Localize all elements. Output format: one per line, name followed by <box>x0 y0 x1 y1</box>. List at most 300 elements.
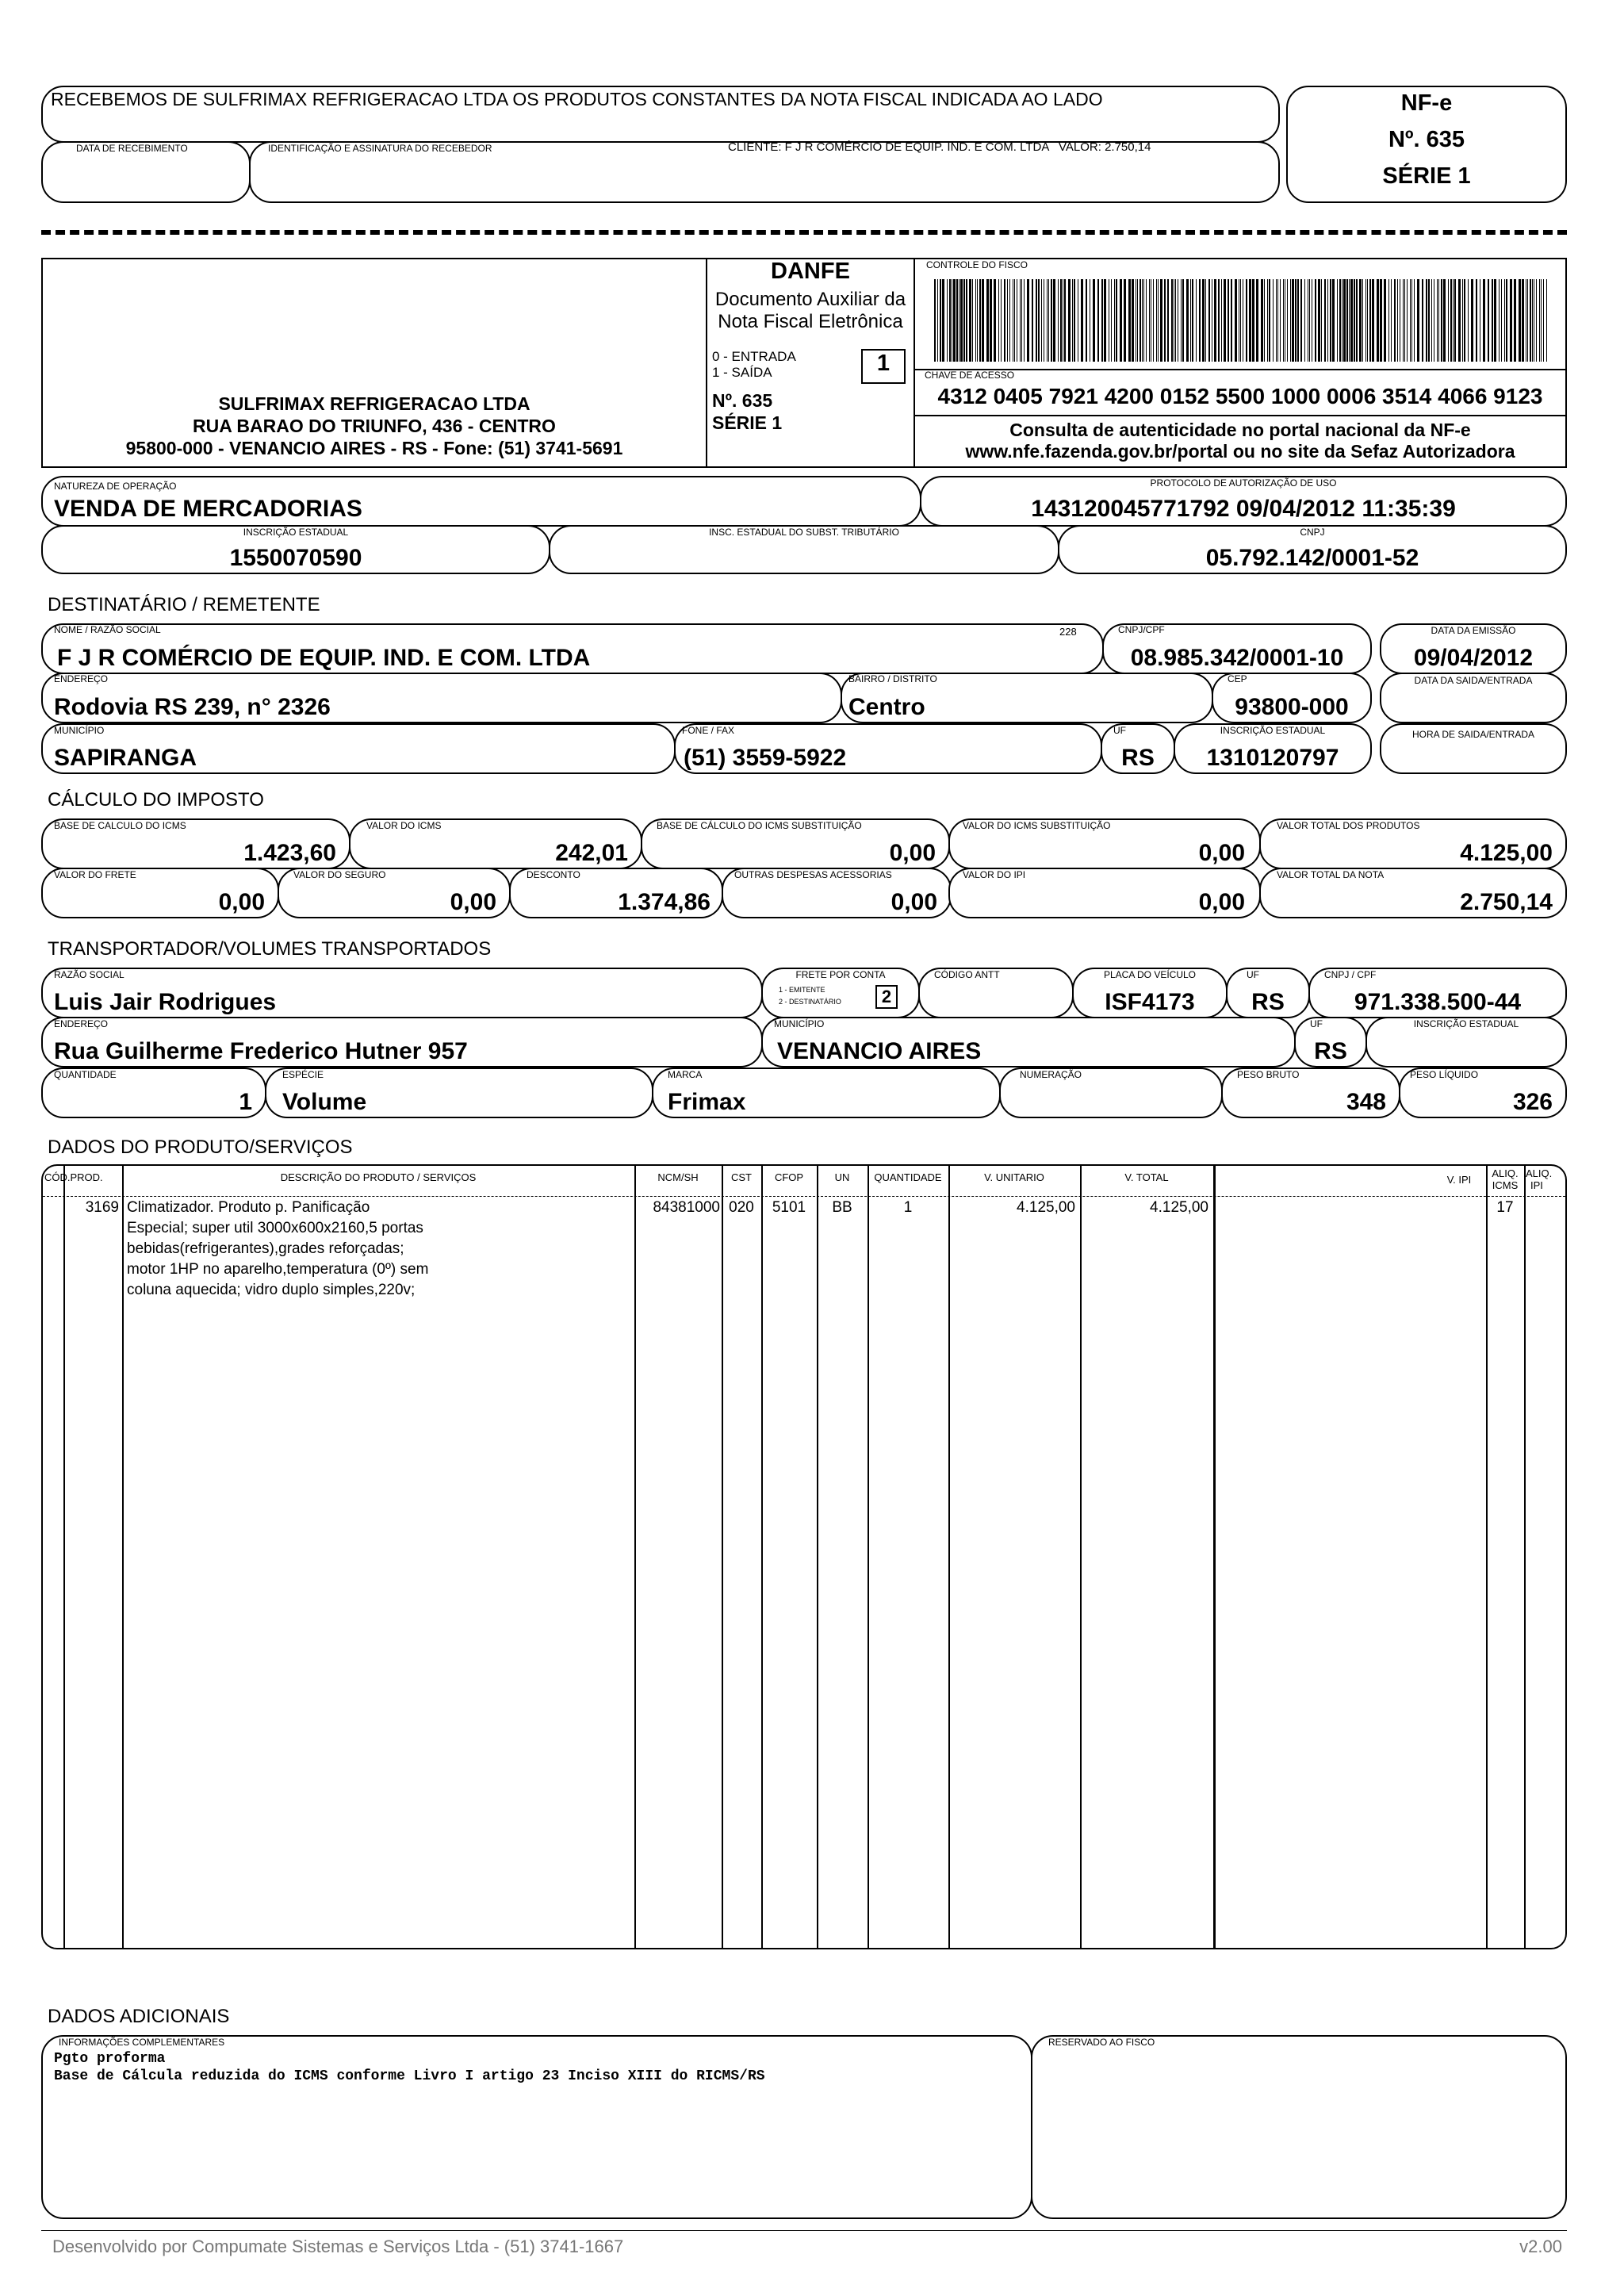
barcode-bar <box>956 279 958 362</box>
barcode-bar <box>1160 279 1162 362</box>
barcode-bar <box>953 279 956 362</box>
dest-cep-label: CEP <box>1228 673 1247 684</box>
natureza-label: NATUREZA DE OPERAÇÃO <box>54 481 177 492</box>
transporte-section-title: TRANSPORTADOR/VOLUMES TRANSPORTADOS <box>48 938 492 960</box>
barcode-bar <box>1494 279 1496 362</box>
barcode-bar <box>1007 279 1008 362</box>
transp-placa-label: PLACA DO VEÍCULO <box>1103 969 1197 980</box>
nfe-numero: Nº. 635 <box>1388 127 1465 152</box>
barcode-bar <box>1153 279 1154 362</box>
barcode-bar <box>1205 279 1206 362</box>
base-icms: 1.423,60 <box>243 840 336 866</box>
seguro: 0,00 <box>450 889 496 915</box>
barcode-bar <box>942 279 944 362</box>
transp-uf2-label: UF <box>1310 1018 1323 1029</box>
item-cod: 3169 <box>85 1199 119 1216</box>
barcode-bar <box>1417 279 1419 362</box>
dest-uf-label: UF <box>1113 725 1126 736</box>
barcode-bar <box>1504 279 1505 362</box>
barcode-bar <box>1101 279 1103 362</box>
barcode-bar <box>1146 279 1147 362</box>
barcode-bar <box>1199 279 1201 362</box>
barcode-bar <box>972 279 973 362</box>
barcode-bar <box>1407 279 1408 362</box>
dest-hora-label: HORA DE SAIDA/ENTRADA <box>1411 729 1535 740</box>
barcode-bar <box>1235 279 1237 362</box>
col-header-cod: CÓD.PROD. <box>44 1171 103 1183</box>
barcode-bar <box>1190 279 1191 362</box>
outras-label: OUTRAS DESPESAS ACESSORIAS <box>734 869 892 880</box>
barcode-bar <box>1428 279 1430 362</box>
barcode-bar <box>1411 279 1412 362</box>
barcode-bar <box>1181 279 1182 362</box>
consulta-linha2: www.nfe.fazenda.gov.br/portal ou no site da Sefaz Autorizadora <box>965 441 1515 462</box>
barcode-bar <box>990 279 992 362</box>
transp-frete-valor: 2 <box>881 987 892 1006</box>
seguro-label: VALOR DO SEGURO <box>293 869 386 880</box>
barcode-bar <box>1372 279 1374 362</box>
item-cfop: 5101 <box>772 1199 806 1216</box>
col-header-un: UN <box>834 1171 850 1183</box>
barcode-bar <box>1356 279 1358 362</box>
barcode-bar <box>1047 279 1048 362</box>
transp-cnpj: 971.338.500-44 <box>1354 989 1522 1015</box>
barcode-bar <box>1324 279 1326 362</box>
canhoto-recebemos: RECEBEMOS DE SULFRIMAX REFRIGERACAO LTDA OS PRODUTOS CONSTANTES DA NOTA FISCAL INDICADA AO LADO <box>51 89 1103 109</box>
dest-bairro: Centro <box>848 694 925 720</box>
barcode-bar <box>1104 279 1106 362</box>
barcode-bar <box>966 279 967 362</box>
barcode-bar <box>1365 279 1366 362</box>
transp-frete-op1: 1 - EMITENTE <box>779 986 825 994</box>
item-desc-line: Especial; super util 3000x600x2160,5 portas <box>127 1220 423 1236</box>
barcode-bar <box>1149 279 1150 362</box>
barcode-bar <box>1053 279 1055 362</box>
barcode-bar <box>960 279 963 362</box>
dest-cnpj-label: CNPJ/CPF <box>1118 624 1165 635</box>
transp-frete-op2: 2 - DESTINATÁRIO <box>779 998 841 1006</box>
barcode-bar <box>1327 279 1328 362</box>
natureza-valor: VENDA DE MERCADORIAS <box>54 496 362 522</box>
col-header-cfop: CFOP <box>774 1171 804 1183</box>
imposto-section-title: CÁLCULO DO IMPOSTO <box>48 789 264 811</box>
barcode-bar <box>1514 279 1516 362</box>
barcode-bars <box>934 279 1548 362</box>
barcode-bar <box>1403 279 1404 362</box>
col-divider <box>634 1166 636 1948</box>
barcode-bar <box>1240 279 1241 362</box>
col-divider <box>722 1166 723 1948</box>
dest-nome-label: NOME / RAZÃO SOCIAL <box>54 624 161 635</box>
transp-liquido: 326 <box>1512 1089 1553 1115</box>
barcode-bar <box>1027 279 1029 362</box>
barcode-bar <box>1024 279 1025 362</box>
col-header-vunit: V. UNITARIO <box>984 1171 1044 1183</box>
reservado-fisco-box <box>1031 2035 1567 2219</box>
barcode-bar <box>1128 279 1131 362</box>
transp-especie: Volume <box>282 1089 367 1115</box>
dest-municipio: SAPIRANGA <box>54 745 197 771</box>
barcode-bar <box>1454 279 1456 362</box>
barcode-bar <box>1252 279 1254 362</box>
barcode-bar <box>1431 279 1432 362</box>
item-qtd: 1 <box>903 1199 913 1216</box>
footer-version: v2.00 <box>1519 2237 1562 2256</box>
barcode-bar <box>1124 279 1126 362</box>
barcode-bar <box>1422 279 1423 362</box>
col-header-vipi: V. IPI <box>1446 1174 1472 1186</box>
barcode-bar <box>1041 279 1042 362</box>
barcode-bar <box>1120 279 1122 362</box>
dest-ie: 1310120797 <box>1206 745 1339 771</box>
barcode-bar <box>1111 279 1112 362</box>
transp-frete-label: FRETE POR CONTA <box>795 969 886 980</box>
transp-cnpj-label: CNPJ / CPF <box>1324 969 1377 980</box>
ie-label: INSCRIÇÃO ESTADUAL <box>243 527 349 538</box>
barcode-bar <box>1064 279 1066 362</box>
barcode-bar <box>1332 279 1335 362</box>
dest-ie-label: INSCRIÇÃO ESTADUAL <box>1220 725 1326 736</box>
barcode-bar <box>1414 279 1415 362</box>
barcode-bar <box>1156 279 1157 362</box>
dest-nome: F J R COMÉRCIO DE EQUIP. IND. E COM. LTDA <box>57 645 591 671</box>
transp-marca-label: MARCA <box>668 1069 703 1080</box>
transp-liquido-label: PESO LÍQUIDO <box>1410 1069 1479 1080</box>
barcode-bar <box>1221 279 1222 362</box>
barcode-bar <box>1020 279 1021 362</box>
barcode-bar <box>1499 279 1500 362</box>
transp-marca: Frimax <box>668 1089 746 1115</box>
barcode <box>934 279 1548 362</box>
barcode-bar <box>1290 279 1291 362</box>
barcode-bar <box>1182 279 1184 362</box>
barcode-bar <box>1086 279 1087 362</box>
barcode-bar <box>1142 279 1143 362</box>
barcode-bar <box>1492 279 1493 362</box>
transp-bruto-label: PESO BRUTO <box>1237 1069 1300 1080</box>
barcode-bar <box>1536 279 1537 362</box>
barcode-bar <box>1354 279 1355 362</box>
barcode-bar <box>1437 279 1438 362</box>
dest-codigo: 228 <box>1059 626 1077 638</box>
transp-endereco-label: ENDEREÇO <box>54 1018 109 1029</box>
barcode-bar <box>1337 279 1338 362</box>
desconto-label: DESCONTO <box>527 869 580 880</box>
barcode-bar <box>1330 279 1331 362</box>
danfe-tipo: 1 <box>876 351 891 376</box>
barcode-bar <box>1269 279 1270 362</box>
barcode-bar <box>1443 279 1446 362</box>
barcode-bar <box>1501 279 1502 362</box>
barcode-bar <box>1116 279 1117 362</box>
valor-st-label: VALOR DO ICMS SUBSTITUIÇÃO <box>963 820 1111 831</box>
barcode-bar <box>1426 279 1427 362</box>
barcode-bar <box>1277 279 1278 362</box>
barcode-bar <box>1304 279 1305 362</box>
dest-cep: 93800-000 <box>1235 694 1349 720</box>
transp-qtd-label: QUANTIDADE <box>54 1069 117 1080</box>
barcode-bar <box>1346 279 1348 362</box>
dest-cnpj: 08.985.342/0001-10 <box>1130 645 1344 671</box>
barcode-bar <box>1097 279 1099 362</box>
barcode-bar <box>979 279 981 362</box>
col-divider <box>761 1166 763 1948</box>
dest-endereco: Rodovia RS 239, n° 2326 <box>54 694 331 720</box>
barcode-bar <box>1171 279 1173 362</box>
barcode-bar <box>1510 279 1512 362</box>
col-header-desc: DESCRIÇÃO DO PRODUTO / SERVIÇOS <box>280 1171 477 1183</box>
barcode-bar <box>1543 279 1544 362</box>
dest-fone-label: FONE / FAX <box>682 725 735 736</box>
barcode-bar <box>1362 279 1363 362</box>
barcode-bar <box>1048 279 1049 362</box>
barcode-bar <box>1388 279 1389 362</box>
barcode-bar <box>998 279 999 362</box>
barcode-bar <box>1196 279 1197 362</box>
item-desc-line: motor 1HP no aparelho,temperatura (0º) sem <box>127 1261 429 1278</box>
cut-line <box>41 230 1567 235</box>
transp-ie-label: INSCRIÇÃO ESTADUAL <box>1413 1018 1519 1029</box>
ipi-label: VALOR DO IPI <box>963 869 1026 880</box>
chave-label: CHAVE DE ACESSO <box>925 370 1015 381</box>
barcode-bar <box>1276 279 1277 362</box>
protocolo-label: PROTOCOLO DE AUTORIZAÇÃO DE USO <box>1150 477 1337 489</box>
col-divider <box>948 1166 950 1948</box>
dest-uf: RS <box>1121 745 1155 771</box>
barcode-bar <box>975 279 976 362</box>
barcode-bar <box>1519 279 1521 362</box>
adicionais-section-title: DADOS ADICIONAIS <box>48 2006 230 2027</box>
valor-st: 0,00 <box>1198 840 1245 866</box>
barcode-bar <box>1058 279 1059 362</box>
transp-especie-label: ESPÉCIE <box>282 1069 324 1080</box>
barcode-bar <box>1072 279 1073 362</box>
col-divider <box>1486 1166 1488 1948</box>
col-header-qtd: QUANTIDADE <box>874 1171 942 1183</box>
barcode-bar <box>1359 279 1362 362</box>
transp-municipio-label: MUNICÍPIO <box>774 1018 825 1029</box>
barcode-bar <box>1488 279 1489 362</box>
barcode-bar <box>1438 279 1439 362</box>
transp-placa: ISF4173 <box>1105 989 1195 1015</box>
barcode-bar <box>1367 279 1368 362</box>
danfe-titulo: DANFE <box>771 259 850 284</box>
col-divider <box>868 1166 869 1948</box>
dest-bairro-label: BAIRRO / DISTRITO <box>848 673 937 684</box>
barcode-bar <box>1539 279 1540 362</box>
dest-endereco-label: ENDEREÇO <box>54 673 109 684</box>
barcode-bar <box>1283 279 1284 362</box>
barcode-bar <box>1158 279 1159 362</box>
barcode-bar <box>1315 279 1316 362</box>
frete: 0,00 <box>218 889 265 915</box>
barcode-bar <box>1114 279 1115 362</box>
emitente-cidade: 95800-000 - VENANCIO AIRES - RS - Fone: (51) 3741-5691 <box>125 438 623 458</box>
item-vunit: 4.125,00 <box>1017 1199 1075 1216</box>
barcode-bar <box>1167 279 1169 362</box>
item-ncm: 84381000 <box>653 1199 720 1216</box>
total-prod-label: VALOR TOTAL DOS PRODUTOS <box>1277 820 1420 831</box>
barcode-bar <box>1464 279 1465 362</box>
col-header-aliq-icms-2: ICMS <box>1492 1179 1519 1191</box>
nfe-title: NF-e <box>1400 90 1453 116</box>
barcode-bar <box>1458 279 1461 362</box>
col-divider <box>817 1166 818 1948</box>
barcode-bar <box>1081 279 1083 362</box>
cnpj-label: CNPJ <box>1300 527 1325 538</box>
barcode-bar <box>1014 279 1015 362</box>
protocolo-valor: 143120045771792 09/04/2012 11:35:39 <box>1031 496 1456 522</box>
emitente-endereco: RUA BARAO DO TRIUNFO, 436 - CENTRO <box>193 416 556 436</box>
transp-razao-label: RAZÃO SOCIAL <box>54 969 124 980</box>
barcode-bar <box>1208 279 1210 362</box>
transp-bruto: 348 <box>1346 1089 1386 1115</box>
info-complementares-box <box>41 2035 1032 2219</box>
barcode-bar <box>1036 279 1037 362</box>
transp-antt-label: CÓDIGO ANTT <box>934 969 1000 980</box>
barcode-bar <box>1137 279 1138 362</box>
barcode-bar <box>1164 279 1166 362</box>
transp-qtd: 1 <box>239 1089 252 1115</box>
barcode-bar <box>1300 279 1302 362</box>
barcode-bar <box>1343 279 1346 362</box>
barcode-bar <box>1380 279 1382 362</box>
item-cst: 020 <box>729 1199 754 1216</box>
info-complementares-linha1: Pgto proforma <box>54 2051 166 2067</box>
ipi: 0,00 <box>1198 889 1245 915</box>
total-nota-label: VALOR TOTAL DA NOTA <box>1277 869 1385 880</box>
barcode-bar <box>1450 279 1452 362</box>
info-complementares-label: INFORMAÇÕES COMPLEMENTARES <box>59 2037 225 2048</box>
barcode-bar <box>963 279 965 362</box>
barcode-bar <box>1287 279 1288 362</box>
barcode-bar <box>1280 279 1281 362</box>
item-desc-line: Climatizador. Produto p. Panificação <box>127 1199 370 1216</box>
reservado-fisco-label: RESERVADO AO FISCO <box>1048 2037 1155 2048</box>
transp-uf-label: UF <box>1247 969 1259 980</box>
barcode-bar <box>1384 279 1386 362</box>
desconto: 1.374,86 <box>618 889 710 915</box>
col-divider <box>1080 1166 1082 1948</box>
barcode-bar <box>1038 279 1040 362</box>
canhoto-data-label: DATA DE RECEBIMENTO <box>76 143 188 154</box>
barcode-bar <box>1391 279 1392 362</box>
barcode-bar <box>1471 279 1473 362</box>
barcode-bar <box>1068 279 1071 362</box>
barcode-bar <box>1318 279 1320 362</box>
item-desc-line: bebidas(refrigerantes),grades reforçadas; <box>127 1240 404 1257</box>
barcode-bar <box>1175 279 1176 362</box>
item-aliq-icms: 17 <box>1496 1199 1514 1216</box>
barcode-bar <box>1261 279 1263 362</box>
col-divider <box>122 1166 124 1948</box>
transp-uf: RS <box>1251 989 1285 1015</box>
ie-valor: 1550070590 <box>229 545 362 571</box>
barcode-bar <box>1530 279 1531 362</box>
base-st-label: BASE DE CÁLCULO DO ICMS SUBSTITUIÇÃO <box>657 820 862 831</box>
barcode-bar <box>1202 279 1205 362</box>
transp-municipio: VENANCIO AIRES <box>777 1038 982 1064</box>
produtos-section-title: DADOS DO PRODUTO/SERVIÇOS <box>48 1137 353 1158</box>
ie-st-label: INSC. ESTADUAL DO SUBST. TRIBUTÁRIO <box>709 527 899 538</box>
barcode-bar <box>1264 279 1265 362</box>
nfe-serie: SÉRIE 1 <box>1382 163 1471 189</box>
canhoto-cliente: CLIENTE: F J R COMÉRCIO DE EQUIP. IND. E COM. LTDA VALOR: 2.750,14 <box>728 140 1151 154</box>
base-st: 0,00 <box>889 840 936 866</box>
danfe-sub2: Nota Fiscal Eletrônica <box>718 311 903 332</box>
transp-numeracao-label: NUMERAÇÃO <box>1020 1069 1082 1080</box>
barcode-bar <box>1410 279 1411 362</box>
barcode-bar <box>1051 279 1052 362</box>
barcode-bar <box>1143 279 1144 362</box>
barcode-bar <box>1321 279 1322 362</box>
barcode-bar <box>1453 279 1454 362</box>
barcode-bar <box>1506 279 1507 362</box>
barcode-bar <box>947 279 948 362</box>
danfe-sub1: Documento Auxiliar da <box>714 289 906 310</box>
barcode-bar <box>1527 279 1528 362</box>
item-vtotal: 4.125,00 <box>1150 1199 1208 1216</box>
col-header-cst: CST <box>731 1171 752 1183</box>
barcode-bar <box>1448 279 1449 362</box>
barcode-bar <box>1139 279 1141 362</box>
barcode-bar <box>1350 279 1353 362</box>
outras: 0,00 <box>891 889 937 915</box>
valor-icms-label: VALOR DO ICMS <box>366 820 442 831</box>
produtos-header-divider <box>43 1196 1565 1197</box>
frete-label: VALOR DO FRETE <box>54 869 136 880</box>
dest-emissao: 09/04/2012 <box>1413 645 1534 671</box>
canhoto-ident-label: IDENTIFICAÇÃO E ASSINATURA DO RECEBEDOR <box>268 143 492 154</box>
destinatario-section-title: DESTINATÁRIO / REMETENTE <box>48 594 320 615</box>
dest-emissao-label: DATA DA EMISSÃO <box>1431 625 1516 636</box>
barcode-bar <box>1249 279 1251 362</box>
base-icms-label: BASE DE CALCULO DO ICMS <box>54 820 186 831</box>
barcode-bar <box>1394 279 1396 362</box>
barcode-bar <box>1074 279 1075 362</box>
barcode-bar <box>1369 279 1371 362</box>
consulta-linha1: Consulta de autenticidade no portal nacional da NF-e <box>1009 420 1471 440</box>
barcode-bar <box>994 279 996 362</box>
barcode-bar <box>1214 279 1216 362</box>
barcode-bar <box>940 279 941 362</box>
dest-saida-label: DATA DA SAIDA/ENTRADA <box>1414 675 1533 686</box>
footer-developer: Desenvolvido por Compumate Sistemas e Serviços Ltda - (51) 3741-1667 <box>52 2237 624 2256</box>
barcode-bar <box>1267 279 1268 362</box>
controle-fisco-label: CONTROLE DO FISCO <box>926 259 1028 270</box>
total-nota: 2.750,14 <box>1460 889 1553 915</box>
barcode-bar <box>1349 279 1350 362</box>
barcode-bar <box>1009 279 1010 362</box>
emitente-nome: SULFRIMAX REFRIGERACAO LTDA <box>218 393 530 414</box>
barcode-bar <box>1309 279 1310 362</box>
barcode-bar <box>1546 279 1547 362</box>
chave-acesso: 4312 0405 7921 4200 0152 5500 1000 0006 3514 4066 9123 <box>937 384 1543 408</box>
barcode-bar <box>1295 279 1297 362</box>
transp-razao: Luis Jair Rodrigues <box>54 989 277 1015</box>
barcode-bar <box>1404 279 1405 362</box>
barcode-bar <box>1532 279 1533 362</box>
cnpj-valor: 05.792.142/0001-52 <box>1205 545 1419 571</box>
barcode-bar <box>1468 279 1469 362</box>
barcode-bar <box>1462 279 1463 362</box>
barcode-bar <box>1476 279 1477 362</box>
footer-divider <box>41 2230 1567 2231</box>
col-divider <box>1524 1166 1526 1948</box>
barcode-bar <box>1224 279 1226 362</box>
barcode-bar <box>1186 279 1189 362</box>
danfe-numero: Nº. 635 <box>712 390 773 411</box>
